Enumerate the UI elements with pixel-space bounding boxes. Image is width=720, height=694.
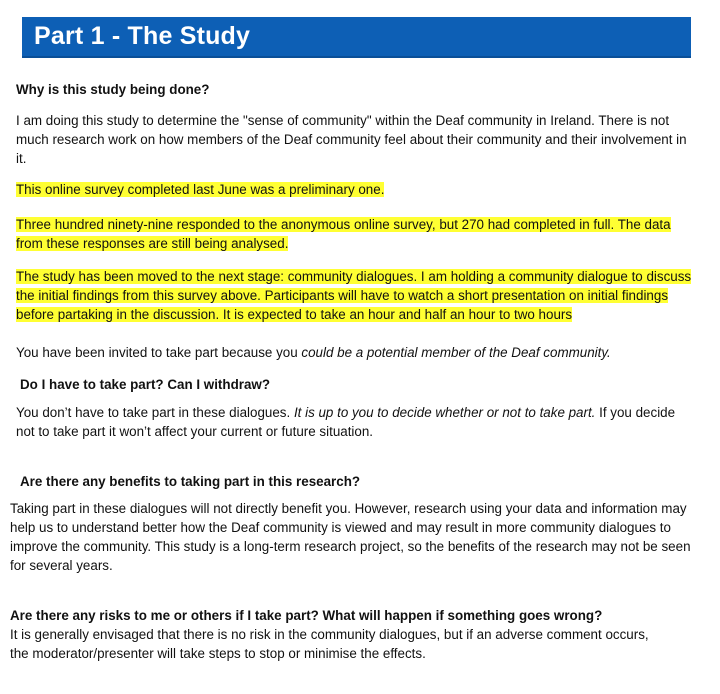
- highlight-next-stage: [16, 267, 698, 324]
- take-part-text: You don’t have to take part in these dialogues.: [16, 405, 294, 420]
- section-banner: [22, 17, 691, 58]
- heading-benefits: Are there any benefits to taking part in this research?: [20, 474, 361, 489]
- paragraph-invited: [16, 343, 696, 362]
- invited-italic-text: could be a potential member of the Deaf community.: [301, 345, 611, 360]
- heading-risks: Are there any risks to me or others if I take part? What will happen if something goes wrong?: [10, 608, 603, 623]
- paragraph-intro: I am doing this study to determine the "sense of community" within the Deaf community in Ireland. There is not much research work on how members of the Deaf community feel about their community and their involvement in it.: [16, 113, 687, 166]
- take-part-italic-text: It is up to you to decide whether or not to take part.: [293, 405, 596, 420]
- highlight-text-3: The study has been moved to the next stage: community dialogues. I am holding a community dialogue to discuss the initial findings from this survey above. Participants will have to watch a short presentation on initial findings before partaking in the discussion. It is expected to take an hour and half an hour to two hours: [16, 269, 692, 322]
- paragraph-benefits: Taking part in these dialogues will not directly benefit you. However, research using your data and information may help us to understand better how the Deaf community is viewed and may result in more community dialogues to improve the community. This study is a long-term research project, so the benefits of the research may not be seen for several years.: [10, 501, 691, 573]
- take-part-text-end: If you decide not to take part it won’t affect your current or future situation.: [16, 405, 676, 439]
- highlight-text-1: This online survey completed last June was a preliminary one.: [16, 182, 385, 197]
- paragraph-take-part: [16, 403, 696, 441]
- heading-why-study: Why is this study being done?: [16, 82, 210, 97]
- invited-text: You have been invited to take part because you: [16, 345, 302, 360]
- paragraph-risks: It is generally envisaged that there is no risk in the community dialogues, but if an adverse comment occurs, the moderator/presenter will take steps to stop or minimise the effects.: [10, 627, 649, 661]
- highlight-responses: [16, 215, 696, 253]
- highlight-text-2: Three hundred ninety-nine responded to the anonymous online survey, but 270 had completed in full. The data from these responses are still being analysed.: [16, 217, 671, 251]
- heading-take-part: Do I have to take part? Can I withdraw?: [20, 377, 270, 392]
- highlight-preliminary: [16, 180, 696, 199]
- section-title: Part 1 - The Study: [34, 22, 251, 50]
